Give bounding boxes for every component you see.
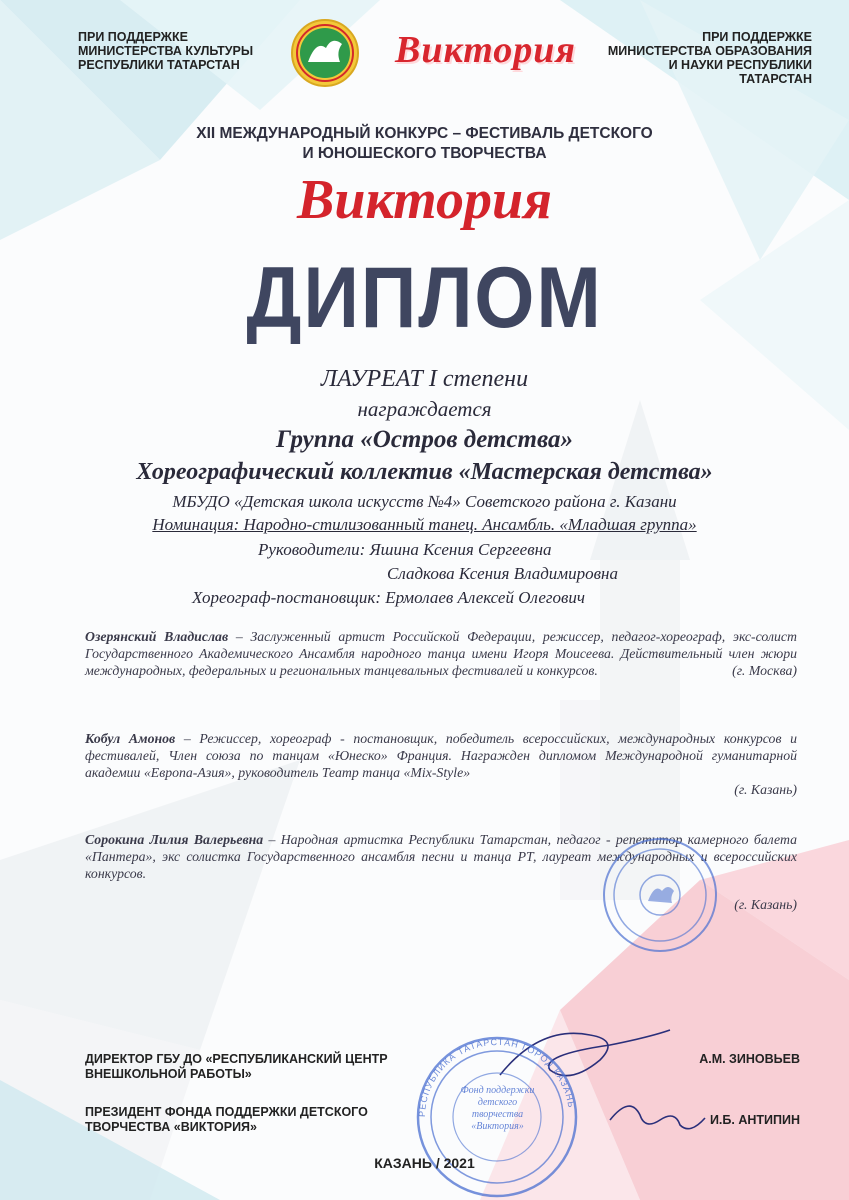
- jury-member-1: [85, 628, 797, 679]
- award-group: Группа «Остров детства»: [276, 426, 573, 453]
- stamp-ring-text: РЕСПУБЛИКА ТАТАРСТАН ГОРОД КАЗАНЬ: [416, 1036, 577, 1118]
- tatarstan-emblem-icon: [290, 18, 360, 88]
- victoria-logo: [395, 28, 585, 78]
- jury-city: (г. Москва): [732, 663, 797, 678]
- award-choreographer: Хореограф-постановщик: Ермолаев Алексей Олегович: [192, 588, 585, 607]
- stamp-small-icon: [600, 835, 720, 955]
- header-support-education: ПРИ ПОДДЕРЖКЕ МИНИСТЕРСТВА ОБРАЗОВАНИЯ И НАУКИ РЕСПУБЛИКИ ТАТАРСТАН: [607, 30, 812, 86]
- contest-script-name: Виктория: [297, 169, 552, 231]
- award-school: МБУДО «Детская школа искусств №4» Советского района г. Казани: [172, 492, 677, 511]
- jury-name: Озерянский Владислав: [85, 629, 229, 644]
- diploma-title: ДИПЛОМ: [246, 250, 603, 346]
- header-support-culture: ПРИ ПОДДЕРЖКЕ МИНИСТЕРСТВА КУЛЬТУРЫ РЕСПУБЛИКИ ТАТАРСТАН: [78, 30, 254, 72]
- footer-city-year: КАЗАНЬ / 2021: [374, 1155, 475, 1171]
- award-leaders: Руководители: Яшина Ксения Сергеевна: [258, 540, 552, 559]
- award-awarded: награждается: [357, 397, 492, 421]
- award-collective: Хореографический коллектив «Мастерская детства»: [136, 459, 713, 485]
- jury-member-2: [85, 730, 797, 798]
- contest-title: [0, 124, 849, 164]
- jury-text: – Режиссер, хореограф - постановщик, победитель всероссийских, международных конкурсов и фестивалей, Член союза по танцам «Юнеско» Франция. Награжден дипломом Международной гуманитарной академии «Европа-Азия», руководитель Театр танца «Mix-Style»: [85, 731, 797, 780]
- jury-text: – Заслуженный артист Российской Федерации, режиссер, педагог-хореограф, экс-солист Государственного Академического Ансамбля народного танца имени Игоря Моисеева. Действительный член жюри международных, федеральных и региональных танцевальных фестивалей и конкурсов.: [85, 629, 797, 678]
- award-degree: ЛАУРЕАТ I степени: [320, 366, 529, 392]
- contest-line-2: И ЮНОШЕСКОГО ТВОРЧЕСТВА: [302, 145, 547, 162]
- signature-role-president: ПРЕЗИДЕНТ ФОНДА ПОДДЕРЖКИ ДЕТСКОГО ТВОРЧЕСТВА «ВИКТОРИЯ»: [85, 1105, 368, 1134]
- signature-name-director: А.М. ЗИНОВЬЕВ: [699, 1052, 800, 1066]
- signature-handwritten-2: [600, 1090, 710, 1140]
- stamp-center-text: Фонд поддержки детского творчества «Виктория»: [460, 1085, 535, 1132]
- award-leader-2: Сладкова Ксения Владимировна: [387, 564, 618, 583]
- award-nomination: Номинация: Народно-стилизованный танец. Ансамбль. «Младшая группа»: [152, 515, 697, 534]
- contest-line-1: XII МЕЖДУНАРОДНЫЙ КОНКУРС – ФЕСТИВАЛЬ ДЕТСКОГО: [196, 125, 653, 142]
- jury-text: – Народная артистка Республики Татарстан, педагог - репетитор камерного балета «Пантера», экс солистка Государственного ансамбля песни и танца РТ, лауреат международных и всероссийских конкурсов.: [85, 832, 798, 881]
- signature-name-president: И.Б. АНТИПИН: [709, 1113, 800, 1127]
- victoria-logo-text: Виктория: [395, 29, 577, 71]
- jury-name: Кобул Амонов: [85, 731, 176, 746]
- signature-role-director: ДИРЕКТОР ГБУ ДО «РЕСПУБЛИКАНСКИЙ ЦЕНТР ВНЕШКОЛЬНОЙ РАБОТЫ»: [85, 1052, 388, 1081]
- jury-city: (г. Казань): [734, 782, 797, 797]
- jury-name: Сорокина Лилия Валерьевна: [85, 832, 264, 847]
- jury-city: (г. Казань): [734, 897, 797, 912]
